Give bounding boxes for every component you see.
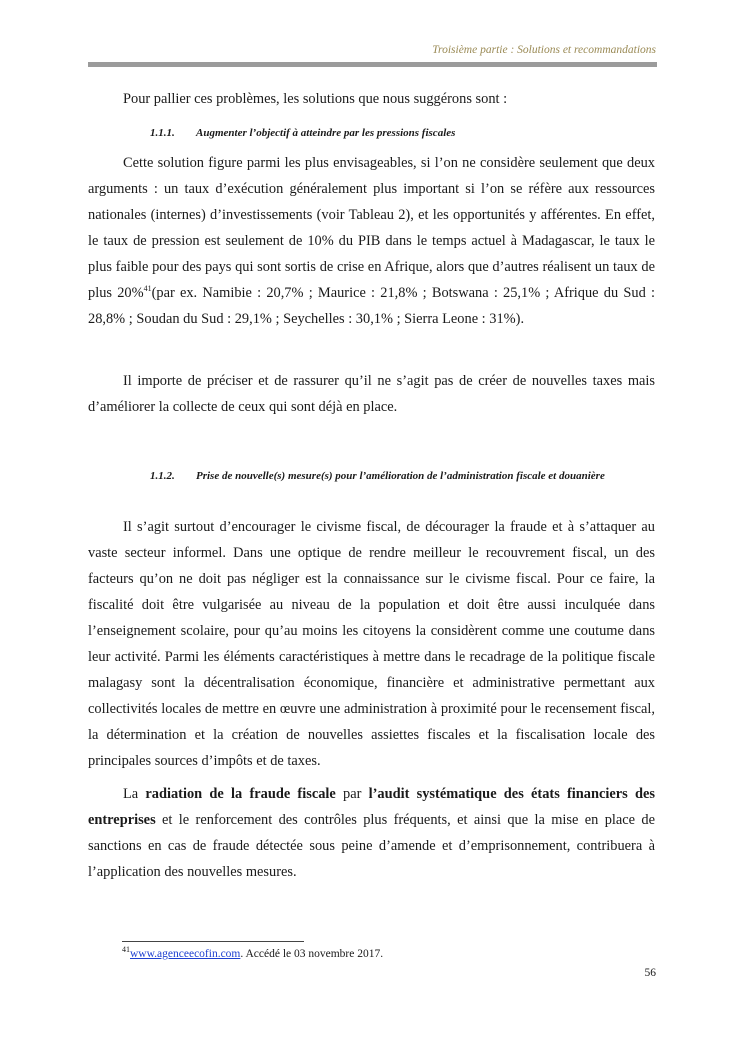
header-rule bbox=[88, 62, 657, 67]
footnote-link[interactable]: www.agenceecofin.com bbox=[130, 948, 241, 960]
bold-phrase: l’audit systématique des états financiers des entreprises bbox=[88, 786, 655, 828]
section-number: 1.1.1. bbox=[150, 127, 175, 139]
section-heading-1-1-1 bbox=[150, 127, 455, 139]
section1-paragraph-1 bbox=[88, 150, 655, 332]
paragraph-text: Cette solution figure parmi les plus envisageables, si l’on ne considère seulement que deux arguments : un taux d’exécution généralement plus important si l’on se réfère aux ressources nationales (internes) d’investissements (voir Tableau 2), et les opportunités y afférentes. En effet, le taux de pression est seulement de 10% du PIB dans le temps actuel à Madagascar, le taux le plus faible pour des pays qui sont sortis de crise en Afrique, alors que d’autres réalisent un taux de plus 20% bbox=[88, 155, 655, 301]
footnote-number: 41 bbox=[122, 945, 130, 955]
section-title: Prise de nouvelle(s) mesure(s) pour l’amélioration de l’administration fiscale et douanière bbox=[196, 470, 605, 482]
section-title: Augmenter l’objectif à atteindre par les pressions fiscales bbox=[196, 127, 456, 139]
section-number: 1.1.2. bbox=[150, 470, 175, 482]
bold-phrase: radiation de la fraude fiscale bbox=[145, 786, 336, 802]
section1-paragraph-2: Il importe de préciser et de rassurer qu’il ne s’agit pas de créer de nouvelles taxes mais d’améliorer la collecte de ceux qui sont déjà en place. bbox=[88, 373, 655, 415]
footnote-reference[interactable]: 41 bbox=[143, 284, 152, 294]
footnote-text: . Accédé le 03 novembre 2017. bbox=[240, 948, 384, 960]
section2-paragraph-2 bbox=[88, 781, 655, 885]
intro-paragraph: Pour pallier ces problèmes, les solutions que nous suggérons sont : bbox=[123, 91, 508, 107]
footnote bbox=[122, 945, 384, 960]
section-heading-1-1-2 bbox=[150, 464, 630, 488]
paragraph-text: La bbox=[123, 786, 146, 802]
footnote-separator bbox=[122, 941, 304, 942]
running-header: Troisième partie : Solutions et recommandations bbox=[432, 44, 656, 56]
section2-paragraph-1: Il s’agit surtout d’encourager le civisme fiscal, de décourager la fraude et à s’attaquer au vaste secteur informel. Dans une optique de rendre meilleur le recouvrement fiscal, un des facteurs qu’on ne doit pas négliger est la connaissance sur le civisme fiscal. Pour ce faire, la fiscalité doit être vulgarisée au niveau de la population et doit être aussi inculquée dans l’enseignement scolaire, pour qu’au moins les citoyens la considèrent comme une coutume dans leur activité. Parmi les éléments caractéristiques à mettre dans le recadrage de la politique fiscale malagasy sont la décentralisation économique, financière et administrative permettant aux collectivités locales de mettre en œuvre une administration à proximité pour le recensement fiscal, la détermination et la création de nouvelles assiettes fiscales et la fiscalisation locale des principales sources d’impôts et de taxes. bbox=[88, 519, 655, 769]
paragraph-text: et le renforcement des contrôles plus fréquents, et ainsi que la mise en place de sanctions en cas de fraude détectée sous peine d’amende et d’emprisonnement, contribuera à l’application des nouvelles mesures. bbox=[88, 812, 655, 880]
page-number: 56 bbox=[644, 967, 656, 979]
paragraph-text: par bbox=[335, 786, 369, 802]
paragraph-text: (par ex. Namibie : 20,7% ; Maurice : 21,8% ; Botswana : 25,1% ; Afrique du Sud : 28,8% ; Soudan du Sud : 29,1% ; Seychelles : 30,1% ; Sierra Leone : 31%). bbox=[88, 285, 655, 327]
